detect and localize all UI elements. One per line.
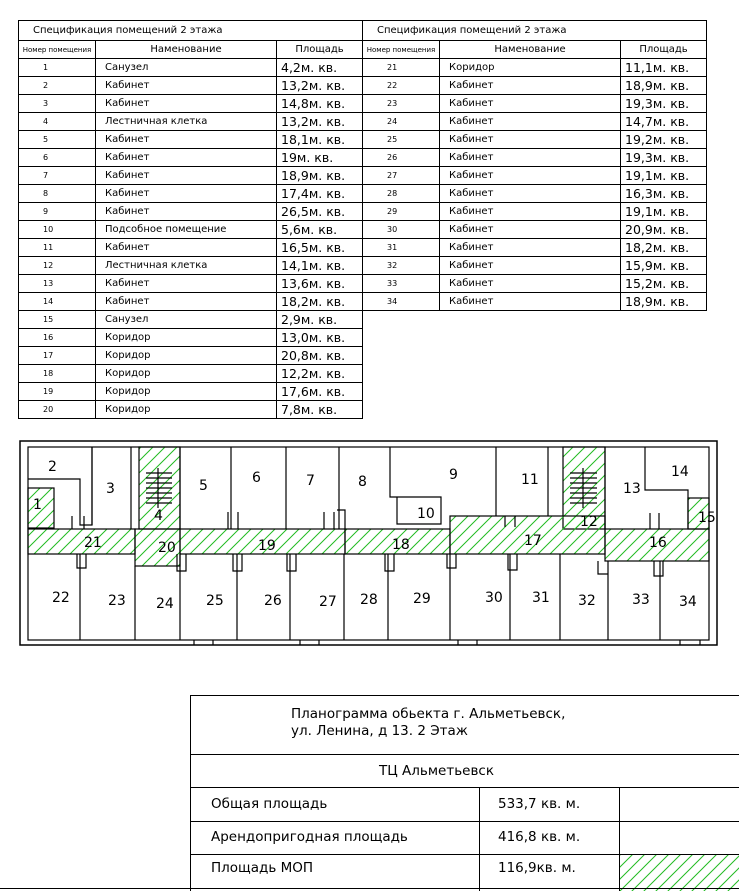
room-number-label: 30 bbox=[485, 590, 503, 606]
common-areas bbox=[28, 447, 709, 566]
room-name-cell: Кабинет bbox=[440, 131, 621, 149]
room-number-label: 33 bbox=[632, 592, 650, 608]
room-name-cell: Кабинет bbox=[96, 167, 277, 185]
room-area-cell: 16,5м. кв. bbox=[277, 239, 363, 257]
room-number-cell: 6 bbox=[19, 149, 96, 167]
room-name-cell: Кабинет bbox=[96, 203, 277, 221]
room-name-cell: Кабинет bbox=[96, 77, 277, 95]
room-area-cell: 15,2м. кв. bbox=[621, 275, 707, 293]
room-number-cell: 24 bbox=[363, 113, 440, 131]
room-name-cell: Кабинет bbox=[96, 293, 277, 311]
room-area-cell: 4,2м. кв. bbox=[277, 59, 363, 77]
room-number-cell: 19 bbox=[19, 383, 96, 401]
room-number-label: 2 bbox=[48, 459, 57, 475]
room-number-cell: 15 bbox=[19, 311, 96, 329]
room-area-cell: 7,8м. кв. bbox=[277, 401, 363, 419]
room-area-cell: 19,1м. кв. bbox=[621, 167, 707, 185]
room-name-cell: Кабинет bbox=[440, 203, 621, 221]
room-number-cell: 7 bbox=[19, 167, 96, 185]
room-area-cell: 5,6м. кв. bbox=[277, 221, 363, 239]
room-number-label: 10 bbox=[417, 506, 435, 522]
room-name-cell: Лестничная клетка bbox=[96, 113, 277, 131]
room-name-cell: Кабинет bbox=[440, 113, 621, 131]
room-number-cell: 21 bbox=[363, 59, 440, 77]
room-name-cell: Кабинет bbox=[440, 77, 621, 95]
room-area-cell: 14,7м. кв. bbox=[621, 113, 707, 131]
room-area-cell: 12,2м. кв. bbox=[277, 365, 363, 383]
room-number-label: 22 bbox=[52, 590, 70, 606]
total-area-label: Общая площадь bbox=[211, 796, 328, 812]
room-area-cell: 19,3м. кв. bbox=[621, 149, 707, 167]
room-name-cell: Коридор bbox=[96, 347, 277, 365]
spec-table-title: Спецификация помещений 2 этажа bbox=[19, 21, 363, 41]
room-number-cell: 22 bbox=[363, 77, 440, 95]
room-number-cell: 20 bbox=[19, 401, 96, 419]
page-bottom-border bbox=[0, 888, 739, 889]
room-name-cell: Санузел bbox=[96, 311, 277, 329]
room-number-label: 24 bbox=[156, 596, 174, 612]
room-number-label: 7 bbox=[306, 473, 315, 489]
room-name-cell: Коридор bbox=[96, 329, 277, 347]
room-area-cell: 19м. кв. bbox=[277, 149, 363, 167]
common-area-label: Площадь МОП bbox=[211, 860, 314, 876]
room-area-cell: 2,9м. кв. bbox=[277, 311, 363, 329]
room-name-cell: Кабинет bbox=[440, 185, 621, 203]
room-number-label: 32 bbox=[578, 593, 596, 609]
room-area-cell: 17,6м. кв. bbox=[277, 383, 363, 401]
room-number-cell: 5 bbox=[19, 131, 96, 149]
room-area-cell: 14,8м. кв. bbox=[277, 95, 363, 113]
column-header-area: Площадь bbox=[621, 41, 707, 59]
room-number-label: 15 bbox=[698, 510, 716, 526]
column-header-number: Номер помещения bbox=[363, 41, 440, 59]
room-area-cell: 13,6м. кв. bbox=[277, 275, 363, 293]
room-number-cell: 23 bbox=[363, 95, 440, 113]
room-number-cell: 18 bbox=[19, 365, 96, 383]
room-name-cell: Кабинет bbox=[440, 221, 621, 239]
room-area-cell: 13,2м. кв. bbox=[277, 77, 363, 95]
room-number-label: 19 bbox=[258, 538, 276, 554]
room-area-cell: 20,9м. кв. bbox=[621, 221, 707, 239]
room-number-label: 13 bbox=[623, 481, 641, 497]
object-address-line-1: Планограмма обьекта г. Альметьевск, bbox=[291, 706, 566, 722]
room-number-cell: 30 bbox=[363, 221, 440, 239]
room-number-label: 26 bbox=[264, 593, 282, 609]
room-name-cell: Кабинет bbox=[440, 239, 621, 257]
room-number-label: 20 bbox=[158, 540, 176, 556]
spec-table-title: Спецификация помещений 2 этажа bbox=[363, 21, 707, 41]
room-name-cell: Кабинет bbox=[96, 131, 277, 149]
room-name-cell: Кабинет bbox=[440, 95, 621, 113]
room-number-label: 21 bbox=[84, 535, 102, 551]
room-number-cell: 31 bbox=[363, 239, 440, 257]
room-name-cell: Кабинет bbox=[440, 167, 621, 185]
room-area-cell: 26,5м. кв. bbox=[277, 203, 363, 221]
room-area-cell: 17,4м. кв. bbox=[277, 185, 363, 203]
room-area-cell: 19,2м. кв. bbox=[621, 131, 707, 149]
room-name-cell: Коридор bbox=[96, 365, 277, 383]
room-area-cell: 13,0м. кв. bbox=[277, 329, 363, 347]
room-area-cell: 18,1м. кв. bbox=[277, 131, 363, 149]
room-number-label: 17 bbox=[524, 533, 542, 549]
room-number-label: 9 bbox=[449, 467, 458, 483]
room-number-cell: 3 bbox=[19, 95, 96, 113]
room-name-cell: Санузел bbox=[96, 59, 277, 77]
room-name-cell: Кабинет bbox=[440, 257, 621, 275]
room-number-label: 4 bbox=[154, 508, 163, 524]
room-area-cell: 18,9м. кв. bbox=[621, 77, 707, 95]
room-number-cell: 34 bbox=[363, 293, 440, 311]
room-name-cell: Кабинет bbox=[440, 149, 621, 167]
room-name-cell: Коридор bbox=[96, 383, 277, 401]
common-area-hatch-swatch bbox=[620, 855, 739, 891]
center-name: ТЦ Альметьевск bbox=[379, 763, 494, 779]
room-number-label: 14 bbox=[671, 464, 689, 480]
room-number-cell: 10 bbox=[19, 221, 96, 239]
room-area-cell: 18,9м. кв. bbox=[621, 293, 707, 311]
room-number-label: 23 bbox=[108, 593, 126, 609]
room-area-cell: 18,9м. кв. bbox=[277, 167, 363, 185]
room-name-cell: Кабинет bbox=[96, 275, 277, 293]
room-name-cell: Коридор bbox=[440, 59, 621, 77]
room-number-label: 12 bbox=[580, 514, 598, 530]
room-area-cell: 11,1м. кв. bbox=[621, 59, 707, 77]
room-name-cell: Лестничная клетка bbox=[96, 257, 277, 275]
room-area-cell: 20,8м. кв. bbox=[277, 347, 363, 365]
room-number-cell: 9 bbox=[19, 203, 96, 221]
room-area-cell: 16,3м. кв. bbox=[621, 185, 707, 203]
room-number-label: 3 bbox=[106, 481, 115, 497]
room-area-cell: 19,1м. кв. bbox=[621, 203, 707, 221]
room-area-cell: 15,9м. кв. bbox=[621, 257, 707, 275]
column-header-name: Наменование bbox=[96, 41, 277, 59]
room-number-cell: 28 bbox=[363, 185, 440, 203]
room-number-label: 25 bbox=[206, 593, 224, 609]
room-number-label: 11 bbox=[521, 472, 539, 488]
room-number-cell: 13 bbox=[19, 275, 96, 293]
room-area-cell: 14,1м. кв. bbox=[277, 257, 363, 275]
room-area-cell: 13,2м. кв. bbox=[277, 113, 363, 131]
room-number-cell: 33 bbox=[363, 275, 440, 293]
room-number-cell: 27 bbox=[363, 167, 440, 185]
room-number-cell: 26 bbox=[363, 149, 440, 167]
rentable-area-value: 416,8 кв. м. bbox=[498, 829, 581, 845]
room-name-cell: Кабинет bbox=[440, 293, 621, 311]
room-number-cell: 4 bbox=[19, 113, 96, 131]
room-number-label: 27 bbox=[319, 594, 337, 610]
room-name-cell: Кабинет bbox=[440, 275, 621, 293]
room-number-cell: 16 bbox=[19, 329, 96, 347]
room-name-cell: Кабинет bbox=[96, 239, 277, 257]
room-number-cell: 1 bbox=[19, 59, 96, 77]
room-name-cell: Кабинет bbox=[96, 95, 277, 113]
room-name-cell: Подсобное помещение bbox=[96, 221, 277, 239]
column-header-area: Площадь bbox=[277, 41, 363, 59]
room-area-cell: 19,3м. кв. bbox=[621, 95, 707, 113]
rentable-area-label: Арендопригодная площадь bbox=[211, 829, 408, 845]
column-header-name: Наменование bbox=[440, 41, 621, 59]
column-header-number: Номер помещения bbox=[19, 41, 96, 59]
total-area-value: 533,7 кв. м. bbox=[498, 796, 581, 812]
room-area-cell: 18,2м. кв. bbox=[277, 293, 363, 311]
room-number-label: 29 bbox=[413, 591, 431, 607]
room-number-cell: 14 bbox=[19, 293, 96, 311]
room-number-label: 18 bbox=[392, 537, 410, 553]
room-number-cell: 11 bbox=[19, 239, 96, 257]
room-number-label: 34 bbox=[679, 594, 697, 610]
room-number-label: 8 bbox=[358, 474, 367, 490]
room-number-label: 5 bbox=[199, 478, 208, 494]
room-name-cell: Коридор bbox=[96, 401, 277, 419]
object-address-line-2: ул. Ленина, д 13. 2 Этаж bbox=[291, 723, 468, 739]
room-number-cell: 17 bbox=[19, 347, 96, 365]
room-number-cell: 29 bbox=[363, 203, 440, 221]
room-number-label: 16 bbox=[649, 535, 667, 551]
room-name-cell: Кабинет bbox=[96, 149, 277, 167]
room-number-label: 28 bbox=[360, 592, 378, 608]
room-area-cell: 18,2м. кв. bbox=[621, 239, 707, 257]
room-number-cell: 12 bbox=[19, 257, 96, 275]
room-number-cell: 32 bbox=[363, 257, 440, 275]
room-number-cell: 8 bbox=[19, 185, 96, 203]
room-number-cell: 2 bbox=[19, 77, 96, 95]
room-number-cell: 25 bbox=[363, 131, 440, 149]
room-name-cell: Кабинет bbox=[96, 185, 277, 203]
common-area-value: 116,9кв. м. bbox=[498, 860, 576, 876]
room-21-area bbox=[28, 529, 135, 554]
room-number-label: 6 bbox=[252, 470, 261, 486]
title-block bbox=[190, 695, 739, 891]
room-number-label: 31 bbox=[532, 590, 550, 606]
room-number-label: 1 bbox=[33, 497, 42, 513]
